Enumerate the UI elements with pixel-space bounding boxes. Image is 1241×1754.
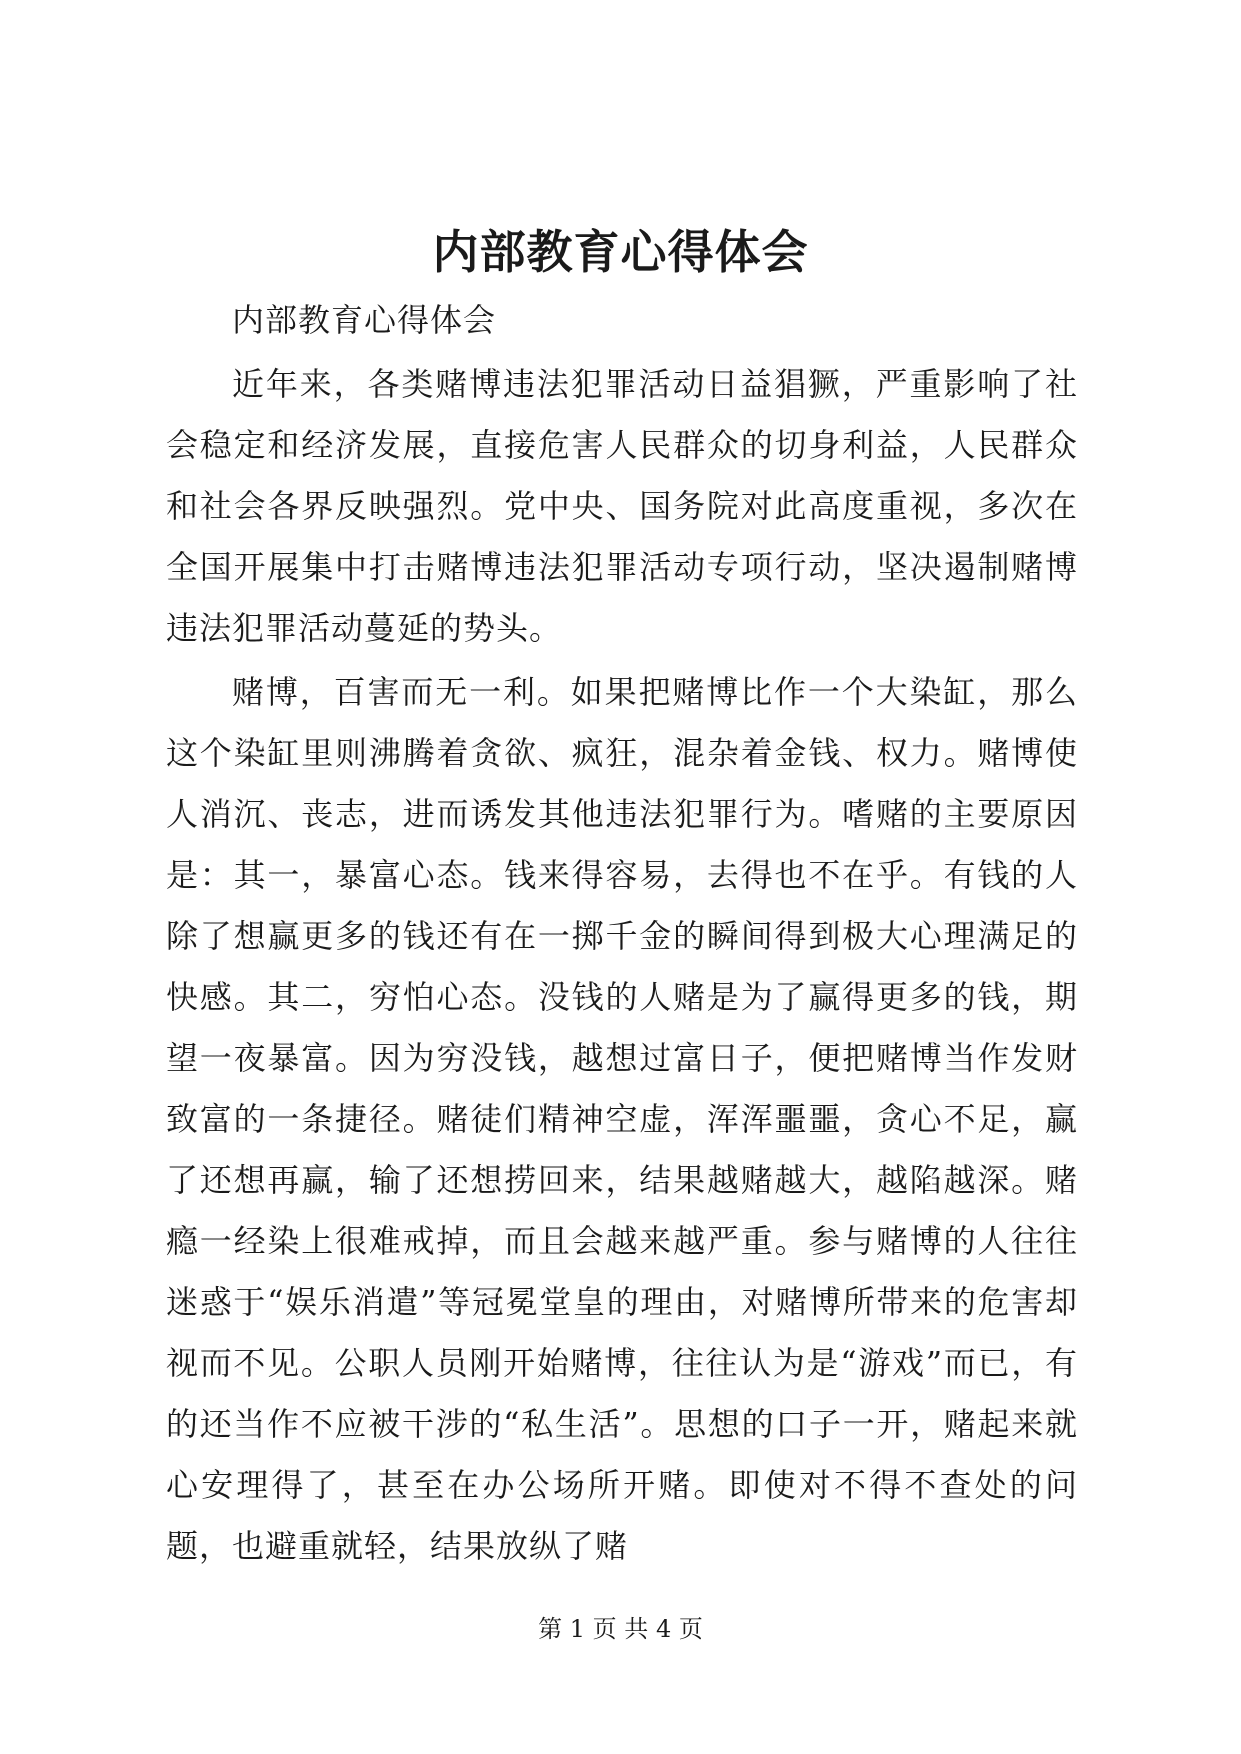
body-paragraph: 赌博，百害而无一利。如果把赌博比作一个大染缸，那么这个染缸里则沸腾着贪欲、疯狂，混杂着金钱、权力。赌博使人消沉、丧志，进而诱发其他违法犯罪行为。嗜赌的主要原因是：其一，暴富心态。钱来得容易，去得也不在乎。有钱的人除了想赢更多的钱还有在一掷千金的瞬间得到极大心理满足的快感。其二，穷怕心态。没钱的人赌是为了赢得更多的钱，期望一夜暴富。因为穷没钱，越想过富日子，便把赌博当作发财致富的一条捷径。赌徒们精神空虚，浑浑噩噩，贪心不足，赢了还想再赢，输了还想捞回来，结果越赌越大，越陷越深。赌瘾一经染上很难戒掉，而且会越来越严重。参与赌博的人往往迷惑于“娱乐消遣”等冠冕堂皇的理由，对赌博所带来的危害却视而不见。公职人员刚开始赌博，往往认为是“游戏”而已，有的还当作不应被干涉的“私生活”。思想的口子一开，赌起来就心安理得了，甚至在办公场所开赌。即使对不得不查处的问题，也避重就轻，结果放纵了赌	[166, 673, 1078, 1565]
body-paragraph: 近年来，各类赌博违法犯罪活动日益猖獗，严重影响了社会稳定和经济发展，直接危害人民群众的切身利益，人民群众和社会各界反映强烈。党中央、国务院对此高度重视，多次在全国开展集中打击赌博违法犯罪活动专项行动，坚决遏制赌博违法犯罪活动蔓延的势头。	[166, 365, 1078, 647]
page-number-footer: 第 1 页 共 4 页	[538, 1615, 703, 1643]
body-paragraph-subtitle: 内部教育心得体会	[232, 301, 497, 339]
document-body	[166, 290, 1078, 1577]
document-title: 内部教育心得体会	[432, 225, 809, 279]
